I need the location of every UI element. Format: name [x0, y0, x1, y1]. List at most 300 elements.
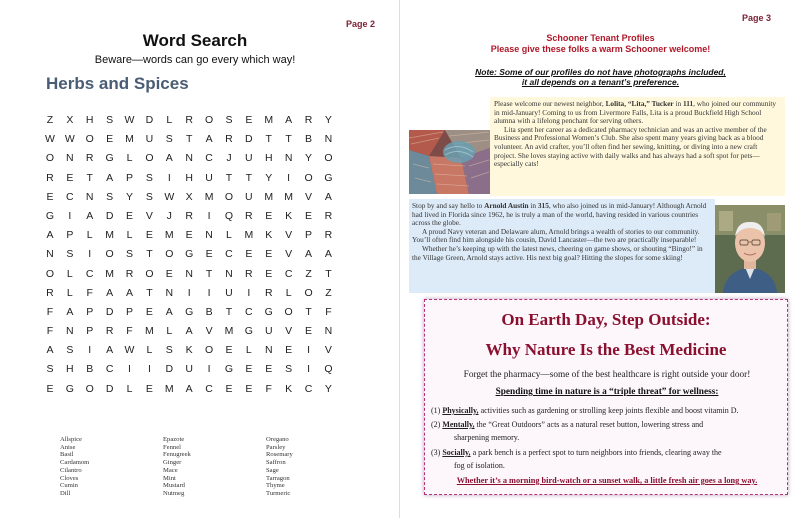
letter-grid [40, 111, 338, 399]
grid-letter: V [145, 209, 153, 222]
grid-letter: U [245, 190, 253, 203]
grid-letter: S [165, 133, 173, 146]
grid-letter: L [86, 229, 93, 242]
grid-letter: A [165, 305, 173, 318]
grid-letter: N [85, 190, 94, 203]
grid-letter: F [265, 382, 272, 395]
grid-letter: A [106, 286, 114, 299]
arnold-paragraph-3: Whether he’s keeping up with the latest news, cheering on game shows, or shouting “Bingo!” in the Village Green, Arnold stays active. His next big goal? Hitting the slopes for some skiing! [412, 243, 703, 262]
grid-letter: Y [324, 114, 332, 126]
grid-letter: A [126, 286, 134, 299]
grid-letter: I [207, 363, 211, 376]
grid-letter: U [225, 286, 233, 299]
grid-letter: M [284, 190, 293, 203]
item-number: (1) [431, 406, 441, 415]
word-list-column [163, 436, 191, 498]
grid-letter: G [224, 363, 234, 376]
grid-letter: J [166, 209, 172, 222]
grid-letter: T [245, 171, 253, 184]
word-list-item: Epazote [163, 436, 185, 443]
word-list-item: Cumin [60, 482, 78, 490]
grid-letter: R [185, 114, 193, 126]
grid-letter: Z [325, 286, 332, 299]
grid-letter: O [85, 382, 94, 395]
grid-letter: S [225, 114, 233, 126]
grid-letter: U [185, 363, 193, 376]
grid-letter: G [65, 382, 74, 395]
grid-letter: O [304, 286, 313, 299]
grid-row [40, 130, 338, 149]
grid-letter: M [105, 267, 114, 280]
grid-letter: O [304, 171, 313, 184]
grid-letter: R [85, 152, 94, 165]
page-number: Page 3 [742, 13, 772, 23]
grid-letter: S [165, 344, 173, 357]
grid-letter: Y [265, 171, 273, 184]
word-list-item: Turmeric [266, 489, 291, 497]
grid-letter: O [45, 267, 55, 280]
grid-letter: S [66, 344, 74, 357]
profiles-subtitle: Please give these folks a warm Schooner welcome! [490, 44, 711, 54]
grid-letter: E [305, 325, 313, 338]
grid-letter: E [225, 382, 233, 395]
grid-letter: L [285, 286, 292, 299]
grid-letter: D [105, 209, 114, 222]
grid-letter: W [64, 133, 75, 146]
grid-letter: E [245, 248, 253, 261]
grid-letter: G [185, 305, 194, 318]
grid-letter: I [88, 248, 92, 261]
grid-letter: L [166, 325, 173, 338]
grid-letter: E [245, 382, 253, 395]
grid-letter: G [244, 325, 253, 338]
word-list-item: Mace [163, 466, 178, 474]
arnold-intro-before: Stop by and say hello to [412, 201, 485, 210]
grid-row [40, 188, 338, 207]
word-list-item: Rosemary [266, 451, 293, 459]
note-line: it all depends on a tenant’s preference. [521, 77, 680, 87]
arnold-paragraph-2: A proud Navy veteran and Delaware alum, Arnold brings a wealth of stories to our community. You’ll often find him alongside his cousin, David Lancaster—the two are practically inseparable! [412, 226, 700, 245]
profile-arnold [409, 199, 715, 293]
grid-letter: H [264, 152, 273, 165]
grid-letter: R [324, 209, 333, 222]
grid-letter: A [106, 344, 114, 357]
grid-letter: M [125, 133, 134, 146]
grid-letter: G [45, 209, 55, 222]
grid-letter: E [285, 344, 293, 357]
grid-letter: S [106, 114, 114, 126]
grid-letter: E [126, 209, 134, 222]
grid-letter: M [105, 229, 114, 242]
grid-letter: S [145, 171, 153, 184]
grid-letter: U [245, 152, 253, 165]
word-list-column [60, 436, 89, 498]
grid-letter: C [66, 190, 74, 203]
lita-paragraph-2: Lita spent her career as a dedicated pharmacy technician and was an active member of the Business and Professional Women’s Club. She also spent many years giving back as a blood volunteer. An avid crafter, you’ll often find her sewing, knitting, or diving into a new craft project. She loves staying active with daily walks and has always had a soft spot for pets—especially cats! [494, 124, 767, 169]
grid-letter: B [86, 363, 94, 376]
grid-letter: C [85, 267, 94, 280]
grid-row [40, 111, 338, 130]
grid-letter: Z [46, 114, 54, 126]
grid-letter: I [207, 286, 211, 299]
note-line: Note: Some of our profiles do not have photographs included, [475, 67, 726, 77]
grid-letter: A [165, 152, 173, 165]
grid-letter: S [106, 190, 114, 203]
grid-letter: C [225, 248, 233, 261]
grid-letter: T [225, 305, 233, 318]
grid-letter: W [164, 190, 175, 203]
grid-letter: E [205, 248, 213, 261]
grid-letter: T [205, 267, 213, 280]
grid-letter: O [284, 305, 293, 318]
grid-letter: S [46, 363, 54, 376]
grid-letter: T [146, 286, 153, 299]
grid-letter: I [167, 171, 171, 184]
grid-letter: M [204, 190, 214, 203]
item-number: (2) [431, 420, 441, 429]
grid-letter: F [46, 305, 54, 318]
word-list-item: Ginger [163, 459, 182, 467]
lita-intro-before: Please welcome our newest neighbor, [494, 99, 606, 108]
grid-letter: E [46, 190, 54, 203]
grid-letter: D [105, 305, 114, 318]
item-text: the “Great Outdoors” acts as a natural reset button, lowering stress and [474, 420, 704, 429]
grid-letter: W [124, 344, 135, 357]
grid-letter: R [264, 286, 273, 299]
grid-letter: L [226, 229, 232, 242]
grid-letter: D [145, 114, 154, 126]
item-continuation: sharpening memory. [454, 433, 520, 442]
word-list-item: Cardamom [60, 459, 90, 467]
grid-letter: Q [324, 363, 333, 376]
grid-letter: U [145, 133, 154, 146]
earth-day-subtitle: Why Nature Is the Best Medicine [485, 340, 727, 359]
grid-row [40, 245, 338, 264]
grid-letter: C [245, 305, 253, 318]
word-list-item: Oregano [266, 436, 289, 443]
grid-letter: R [245, 267, 253, 280]
grid-letter: L [66, 267, 73, 280]
grid-letter: G [185, 248, 194, 261]
item-label: Physically, [442, 406, 479, 415]
grid-row [40, 284, 338, 303]
grid-letter: A [185, 325, 193, 338]
wellness-item-social [431, 446, 785, 472]
grid-letter: X [185, 190, 193, 203]
grid-letter: A [46, 344, 54, 357]
grid-letter: A [305, 248, 313, 261]
grid-letter: F [325, 305, 332, 318]
word-list-item: Cilantro [60, 466, 82, 474]
word-list-item: Fenugreek [163, 451, 191, 459]
grid-letter: L [146, 344, 153, 357]
lita-intro-after: , who joined our community in mid-January! Coming to us from Livermore Falls, Lita is a proud Buckfield High School alumna with a lifelong penchant for serving others. [494, 99, 777, 126]
item-text: a park bench is a perfect spot to turn neighbors into friends, clearing away the [470, 448, 722, 457]
grid-letter: G [324, 171, 333, 184]
grid-letter: C [205, 152, 213, 165]
grid-letter: E [145, 382, 153, 395]
grid-letter: E [145, 229, 153, 242]
grid-letter: R [304, 114, 313, 126]
grid-letter: E [145, 305, 153, 318]
grid-row [40, 149, 338, 168]
grid-letter: A [205, 133, 213, 146]
item-continuation: fog of isolation. [454, 461, 505, 470]
grid-letter: R [225, 133, 233, 146]
grid-letter: I [68, 209, 72, 222]
word-list-item: Dill [60, 489, 71, 497]
grid-letter: V [285, 248, 293, 261]
grid-letter: H [185, 171, 193, 184]
grid-letter: P [86, 325, 94, 338]
grid-letter: R [125, 267, 134, 280]
earth-day-closing: Whether it’s a morning bird-watch or a sunset walk, a little fresh air goes a long way. [456, 476, 758, 485]
grid-letter: I [207, 209, 211, 222]
grid-letter: W [124, 114, 135, 126]
grid-letter: E [265, 363, 273, 376]
grid-letter: A [46, 229, 54, 242]
grid-letter: F [126, 325, 133, 338]
grid-letter: I [247, 286, 251, 299]
arnold-intro-after: , who also joined us in mid-January! Although Arnold had lived in Florida since 1962, he is truly a man of the world, having resided in various countries across the globe. [412, 201, 707, 228]
earth-day-title: On Earth Day, Step Outside: [501, 310, 711, 329]
word-list-item: Mustard [163, 482, 185, 490]
grid-letter: W [44, 133, 55, 146]
grid-letter: M [264, 114, 274, 126]
grid-letter: T [265, 133, 272, 146]
item-text: activities such as gardening or strolling keep joints flexible and boost vitamin D. [478, 406, 739, 415]
grid-letter: J [226, 152, 232, 165]
word-search-subtitle: Beware—words can go every which way! [94, 54, 296, 66]
item-label: Socially, [442, 448, 471, 457]
grid-letter: E [46, 382, 54, 395]
grid-row [40, 207, 338, 226]
grid-row [40, 322, 338, 341]
grid-letter: N [46, 248, 54, 261]
grid-letter: R [185, 209, 193, 222]
grid-letter: B [305, 133, 313, 146]
grid-letter: E [66, 171, 74, 184]
grid-letter: I [307, 363, 310, 376]
grid-letter: R [105, 325, 114, 338]
grid-letter: H [66, 363, 74, 376]
grid-letter: P [305, 229, 313, 242]
word-list-item: Tarragon [266, 474, 290, 482]
grid-letter: A [324, 190, 332, 203]
grid-letter: R [324, 229, 333, 242]
word-search-theme: Herbs and Spices [46, 74, 189, 93]
grid-letter: S [66, 248, 74, 261]
grid-letter: H [85, 114, 94, 126]
grid-letter: O [324, 152, 333, 165]
grid-letter: N [264, 344, 273, 357]
grid-row [40, 265, 338, 284]
grid-letter: M [244, 229, 254, 242]
grid-letter: P [126, 305, 134, 318]
grid-letter: C [284, 267, 293, 280]
grid-letter: A [185, 382, 193, 395]
wellness-item-mental [431, 418, 785, 444]
profiles-title: Schooner Tenant Profiles [546, 33, 655, 43]
grid-letter: L [245, 344, 252, 357]
profile-lita [490, 97, 785, 196]
word-list-item: Anise [60, 443, 76, 451]
word-list-item: Nutmeg [163, 489, 185, 497]
grid-letter: U [264, 325, 273, 338]
grid-letter: P [126, 171, 134, 184]
grid-letter: I [88, 344, 92, 357]
grid-letter: R [46, 171, 54, 184]
grid-letter: U [205, 171, 213, 184]
grid-letter: E [245, 363, 253, 376]
grid-row [40, 169, 338, 188]
grid-letter: O [165, 248, 174, 261]
grid-letter: E [245, 114, 253, 126]
grid-letter: K [185, 344, 193, 357]
word-list-item: Cloves [60, 474, 79, 482]
grid-letter: L [126, 382, 133, 395]
grid-letter: T [185, 133, 193, 146]
grid-letter: O [105, 248, 114, 261]
grid-letter: E [106, 133, 114, 146]
item-number: (3) [431, 448, 441, 457]
grid-letter: M [145, 325, 154, 338]
grid-letter: T [225, 171, 233, 184]
grid-letter: T [86, 171, 93, 184]
grid-letter: O [204, 344, 214, 357]
grid-letter: N [66, 152, 74, 165]
grid-letter: Y [126, 190, 134, 203]
grid-letter: K [285, 209, 293, 222]
word-list-item: Sage [266, 466, 279, 474]
grid-letter: M [224, 325, 234, 338]
grid-letter: D [105, 382, 114, 395]
grid-letter: R [46, 286, 54, 299]
grid-letter: O [45, 152, 55, 165]
grid-letter: O [145, 267, 154, 280]
grid-row [40, 360, 338, 379]
grid-letter: T [325, 267, 332, 280]
grid-letter: T [285, 133, 292, 146]
lita-intro-mid: in [673, 99, 684, 108]
grid-letter: M [264, 190, 274, 203]
grid-letter: N [225, 267, 233, 280]
grid-letter: E [305, 209, 313, 222]
grid-letter: Z [305, 267, 312, 280]
word-list-column [266, 436, 293, 498]
grid-letter: N [66, 325, 74, 338]
grid-letter: F [46, 325, 54, 338]
grid-letter: L [166, 114, 173, 126]
grid-letter: N [165, 286, 174, 299]
grid-letter: V [205, 325, 213, 338]
grid-letter: K [265, 229, 273, 242]
arnold-portrait-photo [715, 205, 785, 293]
profiles-heading [401, 33, 800, 55]
grid-letter: L [66, 286, 73, 299]
lita-name: Lolita, “Lita,” Tucker [605, 99, 674, 108]
grid-letter: I [287, 171, 291, 184]
grid-letter: M [164, 382, 174, 395]
word-search-title: Word Search [142, 31, 248, 50]
grid-letter: V [285, 229, 293, 242]
grid-letter: X [66, 114, 74, 126]
grid-letter: S [126, 248, 134, 261]
grid-letter: I [128, 363, 131, 376]
grid-letter: E [185, 229, 193, 242]
arnold-unit: 315 [537, 201, 549, 210]
word-list-item: Thyme [266, 482, 285, 490]
grid-letter: N [284, 152, 293, 165]
grid-letter: M [164, 229, 174, 242]
grid-letter: V [305, 190, 313, 203]
grid-letter: I [147, 363, 151, 376]
grid-letter: A [86, 209, 94, 222]
item-label: Mentally, [442, 420, 475, 429]
grid-letter: G [105, 152, 114, 165]
grid-letter: S [145, 190, 153, 203]
grid-letter: Y [305, 152, 313, 165]
word-list-item: Basil [60, 451, 74, 459]
grid-letter: L [126, 229, 133, 242]
grid-letter: B [205, 305, 213, 318]
grid-row [40, 380, 338, 399]
grid-letter: G [264, 305, 273, 318]
grid-letter: N [324, 325, 333, 338]
page-number: Page 2 [346, 19, 376, 29]
grid-letter: D [165, 363, 174, 376]
grid-letter: I [187, 286, 191, 299]
earth-day-box [424, 299, 788, 495]
grid-letter: N [205, 229, 213, 242]
grid-letter: C [304, 382, 313, 395]
grid-letter: Y [324, 382, 332, 395]
wellness-item-physical [431, 404, 785, 417]
grid-letter: E [265, 248, 273, 261]
grid-letter: T [146, 248, 153, 261]
grid-letter: P [86, 305, 94, 318]
grid-row [40, 341, 338, 360]
grid-letter: O [85, 133, 94, 146]
grid-letter: A [324, 248, 332, 261]
grid-letter: V [324, 344, 332, 357]
grid-letter: L [126, 152, 133, 165]
earth-day-intro: Forget the pharmacy—some of the best healthcare is right outside your door! [463, 370, 751, 380]
grid-letter: K [285, 382, 293, 395]
arnold-name: Arnold Austin [484, 201, 529, 210]
lita-unit: 111 [683, 99, 694, 108]
grid-letter: F [86, 286, 93, 299]
word-list-item: Parsley [266, 443, 286, 451]
word-list-item: Saffron [266, 459, 286, 467]
grid-letter: P [66, 229, 74, 242]
grid-letter: C [105, 363, 114, 376]
grid-letter: E [265, 267, 273, 280]
earth-day-lead: Spending time in nature is a “triple threat” for wellness: [495, 387, 719, 397]
grid-letter: R [245, 209, 253, 222]
grid-letter: T [305, 305, 312, 318]
profiles-note [401, 67, 800, 87]
grid-letter: D [245, 133, 253, 146]
arnold-intro-mid: in [528, 201, 538, 210]
yarn-quilt-photo [409, 130, 490, 194]
grid-letter: C [205, 382, 213, 395]
grid-letter: O [224, 190, 234, 203]
grid-letter: A [106, 171, 114, 184]
grid-row [40, 303, 338, 322]
grid-letter: N [185, 267, 193, 280]
grid-letter: N [185, 152, 193, 165]
